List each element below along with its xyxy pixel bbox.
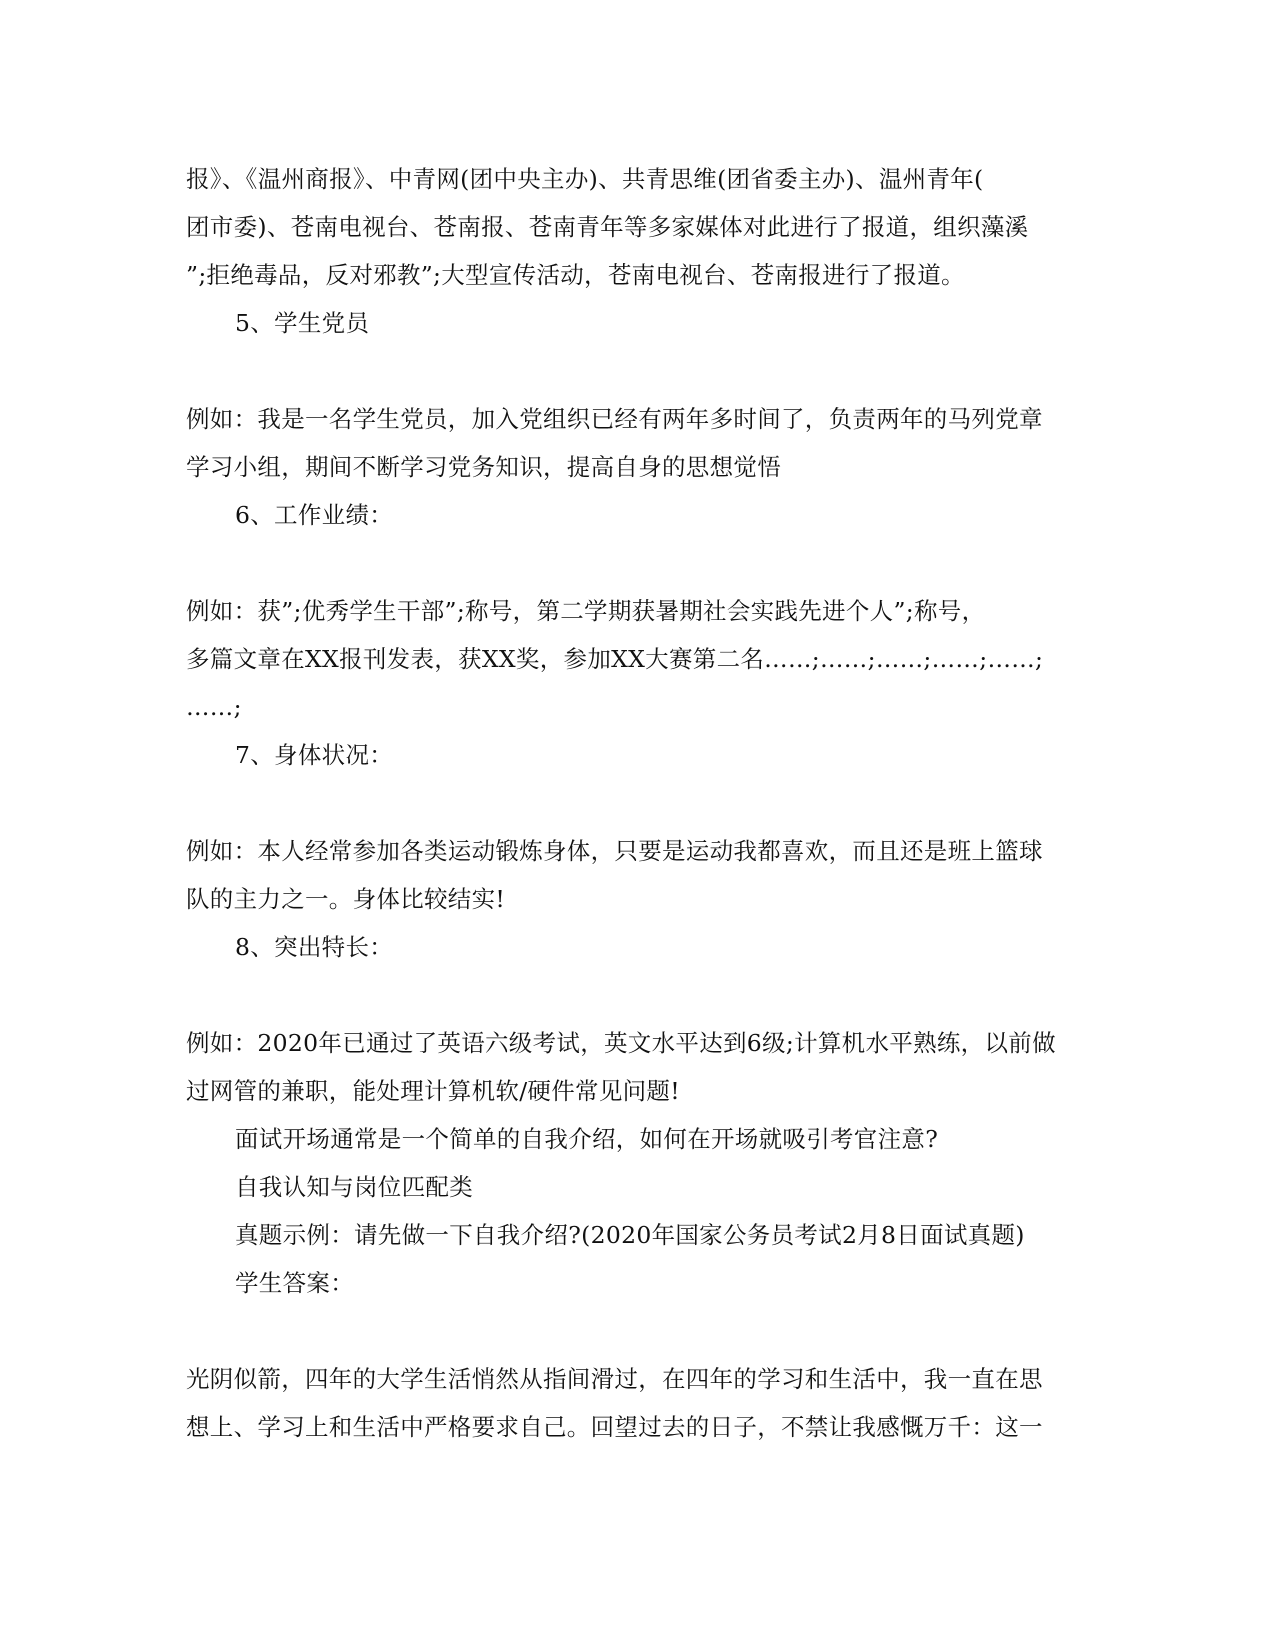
text-line: 例如：2020年已通过了英语六级考试，英文水平达到6级;计算机水平熟练，以前做 <box>186 1029 1056 1057</box>
blank-line <box>186 1307 1092 1355</box>
text-line: 光阴似箭，四年的大学生活悄然从指间滑过，在四年的学习和生活中，我一直在思 <box>186 1365 1043 1393</box>
text-line: 队的主力之一。身体比较结实! <box>186 885 506 913</box>
text-line: 例如：我是一名学生党员，加入党组织已经有两年多时间了，负责两年的马列党章 <box>186 405 1043 433</box>
paragraph-category: 自我认知与岗位匹配类 <box>235 1173 473 1201</box>
section-heading-student-party-member: 5、学生党员 <box>235 309 370 337</box>
text-line: ”;拒绝毒品，反对邪教”;大型宣传活动，苍南电视台、苍南报进行了报道。 <box>186 261 965 289</box>
blank-line <box>186 779 1092 827</box>
section-heading-work-achievements: 6、工作业绩： <box>235 501 394 529</box>
text-line: 例如：获”;优秀学生干部”;称号，第二学期获暑期社会实践先进个人”;称号， <box>186 597 986 625</box>
text-line: 例如：本人经常参加各类运动锻炼身体，只要是运动我都喜欢，而且还是班上篮球 <box>186 837 1043 865</box>
text-line: 多篇文章在XX报刊发表，获XX奖，参加XX大赛第二名……;……;……;……;……; <box>186 645 1044 673</box>
paragraph-example-question: 真题示例：请先做一下自我介绍?(2020年国家公务员考试2月8日面试真题) <box>235 1221 1025 1249</box>
text-line: 想上、学习上和生活中严格要求自己。回望过去的日子，不禁让我感慨万千：这一 <box>186 1413 1043 1441</box>
blank-line <box>186 971 1092 1019</box>
section-heading-physical-condition: 7、身体状况： <box>235 741 394 769</box>
blank-line <box>186 539 1092 587</box>
text-line: 学习小组，期间不断学习党务知识，提高自身的思想觉悟 <box>186 453 781 481</box>
text-line: 过网管的兼职，能处理计算机软/硬件常见问题! <box>186 1077 680 1105</box>
paragraph-student-answer-label: 学生答案： <box>235 1269 354 1297</box>
section-heading-special-skills: 8、突出特长： <box>235 933 394 961</box>
document-body <box>186 155 1092 1451</box>
text-line: ……; <box>186 693 242 721</box>
blank-line <box>186 347 1092 395</box>
paragraph-interview-opening: 面试开场通常是一个简单的自我介绍，如何在开场就吸引考官注意? <box>235 1125 939 1153</box>
text-line: 报》、《温州商报》、中青网(团中央主办)、共青思维(团省委主办)、温州青年( <box>186 165 984 193</box>
text-line: 团市委)、苍南电视台、苍南报、苍南青年等多家媒体对此进行了报道，组织藻溪 <box>186 213 1029 241</box>
